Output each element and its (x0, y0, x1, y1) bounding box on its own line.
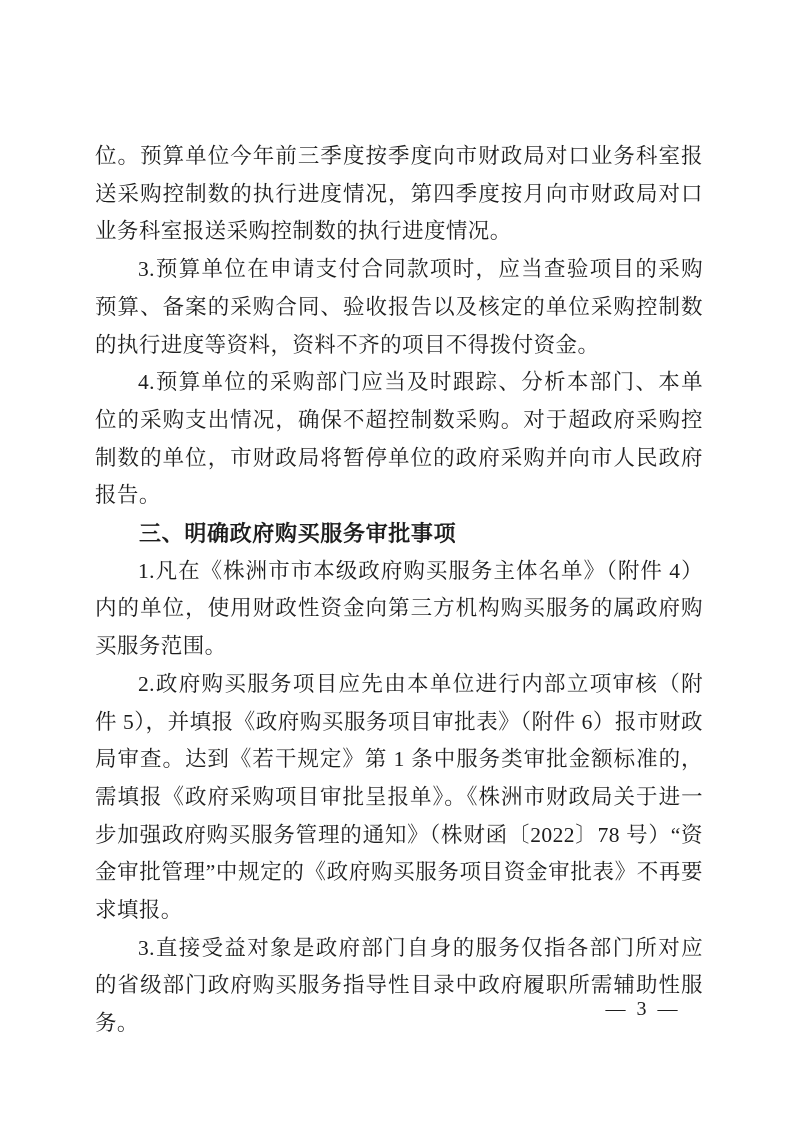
page-number: — 3 — (605, 998, 681, 1020)
paragraph-continuation: 位。预算单位今年前三季度按季度向市财政局对口业务科室报送采购控制数的执行进度情况，第四季度按月向市财政局对口业务科室报送采购控制数的执行进度情况。 (95, 144, 703, 244)
paragraph-item-3: 3.预算单位在申请支付合同款项时，应当查验项目的采购预算、备案的采购合同、验收报告以及核定的单位采购控制数的执行进度等资料，资料不齐的项目不得拨付资金。 (95, 257, 703, 357)
document-body (95, 138, 703, 1043)
paragraph-item-4: 4.预算单位的采购部门应当及时跟踪、分析本部门、本单位的采购支出情况，确保不超控制数采购。对于超政府采购控制数的单位，市财政局将暂停单位的政府采购并向市人民政府报告。 (95, 370, 703, 508)
paragraph-item-1: 1.凡在《株洲市市本级政府购买服务主体名单》（附件 4）内的单位，使用财政性资金向第三方机构购买服务的属政府购买服务范围。 (95, 558, 703, 659)
paragraph-item-2: 2.政府购买服务项目应先由本单位进行内部立项审核（附件 5），并填报《政府购买服务项目审批表》（附件 6）报市财政局审查。达到《若干规定》第 1 条中服务类审批金额标准的，需填报《政府采购项目审批呈报单》。《株洲市财政局关于进一步加强政府购买服务管理的通知》（株财函〔2022〕78 号）“资金审批管理”中规定的《政府购买服务项目资金审批表》不再要求填报。 (95, 671, 703, 923)
paragraph-item-3b: 3.直接受益对象是政府部门自身的服务仅指各部门所对应的省级部门政府购买服务指导性目录中政府履职所需辅助性服务。 (95, 935, 703, 1036)
section-heading: 三、明确政府购买服务审批事项 (139, 521, 457, 547)
